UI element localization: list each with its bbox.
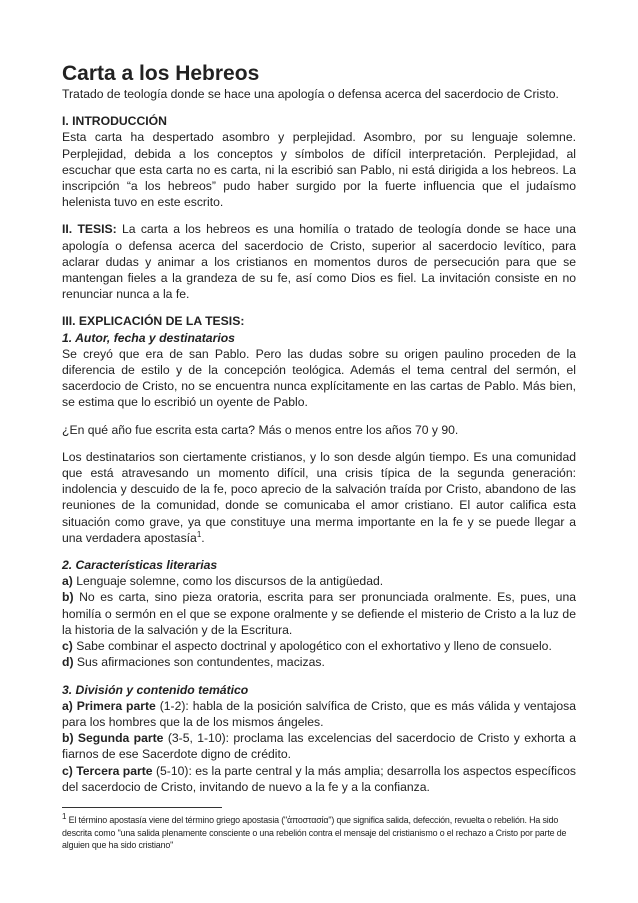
section-2-item-a	[62, 573, 576, 589]
section-3-item-b	[62, 730, 576, 762]
item-text: (5-10): es la parte central y la más amplia; desarrolla los aspectos específicos del sacerdocio de Cristo, invitando de nuevo a la fe y a la confianza.	[62, 763, 576, 794]
explicacion-heading: III. EXPLICACIÓN DE LA TESIS:	[62, 314, 245, 329]
section-2-item-b	[62, 589, 576, 638]
section-2-item-d	[62, 654, 576, 670]
section-1-paragraph-2: ¿En qué año fue escrita esta carta? Más o menos entre los años 70 y 90.	[62, 422, 459, 437]
item-text: (1-2): habla de la posición salvífica de Cristo, que es más válida y ventajosa para los hombres que la de los mismos ángeles.	[62, 698, 577, 729]
item-label: b) Segunda parte	[62, 731, 164, 746]
section-1-paragraph-3	[62, 449, 576, 546]
footnote-text: El término apostasía viene del término griego apostasia ("ἀποστασία") que significa salida, defección, revuelta o rebelión. Ha sido descrita como "una salida plenamente consciente o una rebelión contra el mensaje del cristianismo o el rechazo a Cristo por parte de alguien que ha sido cristiano"	[62, 814, 567, 851]
intro-paragraph: Esta carta ha despertado asombro y perplejidad. Asombro, por su lenguaje solemne. Perplejidad, debida a los conceptos y símbolos de difícil interpretación. Perplejidad, al escuchar que esta carta no es carta, ni la escribió san Pablo, ni está dirigida a los hebreos. La inscripción “a los hebreos” pudo haber surgido por la fuerte influencia que el judaísmo helenista tuvo en este escrito.	[62, 130, 576, 210]
item-label: a) Primera parte	[62, 698, 156, 713]
item-label: b)	[62, 590, 74, 605]
tesis-heading: II. TESIS:	[62, 222, 117, 237]
section-3-item-c	[62, 763, 576, 795]
section-1-paragraph-1: Se creyó que era de san Pablo. Pero las dudas sobre su origen paulino proceden de la diferencia de estilo y de la concepción teológica. Además el tema central del sermón, el sacerdocio de Cristo, no se encuentra nunca explícitamente en las cartas de Pablo. Más bien, se estima que lo escribió un oyente de Pablo.	[62, 346, 576, 410]
footnote-mark: 1	[62, 811, 67, 821]
item-label: c) Tercera parte	[62, 763, 153, 778]
item-label: a)	[62, 574, 73, 589]
item-text: Sabe combinar el aspecto doctrinal y apologético con el exhortativo y lleno de consuelo.	[72, 639, 552, 654]
item-label: c)	[62, 639, 73, 654]
tesis-text: La carta a los hebreos es una homilía o tratado de teología donde se hace una apología o defensa acerca del sacerdocio de Cristo, superior al sacerdocio levítico, para aclarar dudas y animar a los cristianos en momentos duros de persecución para que se mantengan fieles a la grandeza de su fe, así como Dios es fiel. La invitación consiste en no renunciar nunca a la fe.	[62, 222, 576, 302]
item-label: d)	[62, 655, 74, 670]
item-text: No es carta, sino pieza oratoria, escrita para ser pronunciada oralmente. Es, pues, una homilía o sermón en el que se expone oralmente y se defiende el misterio de Cristo a la luz de la historia de la salvación y de la Escritura.	[62, 590, 576, 637]
item-text: Sus afirmaciones son contundentes, macizas.	[73, 655, 325, 670]
section-1-heading: 1. Autor, fecha y destinatarios	[62, 330, 235, 345]
item-text: Lenguaje solemne, como los discursos de la antigüedad.	[72, 574, 384, 589]
footnote-divider	[62, 807, 222, 808]
section-3-item-a	[62, 698, 576, 730]
section-1-paragraph-3-text: Los destinatarios son ciertamente cristianos, y lo son desde algún tiempo. Es una comunidad que está atravesando un momento difícil, una crisis típica de la segunda generación: indolencia y descuido de la fe, poco aprecio de la salvación traída por Cristo, abandono de las reuniones de la comunidad, donde se comunicaba el amor cristiano. El autor califica esta situación como grave, ya que constituye una merma importante en la fe y se puede llegar a una verdadera apostasía	[62, 449, 576, 545]
section-1-paragraph-3-end: .	[201, 530, 205, 545]
section-2-item-c	[62, 638, 576, 654]
section-3-heading: 3. División y contenido temático	[62, 682, 249, 697]
intro-heading: I. INTRODUCCIÓN	[62, 114, 167, 129]
tesis-paragraph	[62, 221, 576, 302]
footnote	[62, 811, 576, 852]
section-2-heading: 2. Características literarias	[62, 558, 218, 573]
document-title: Carta a los Hebreos	[62, 62, 260, 85]
footnote-reference[interactable]: 1	[196, 529, 202, 539]
item-text: (3-5, 1-10): proclama las excelencias del sacerdocio de Cristo y exhorta a fiarnos de ese Sacerdote digno de crédito.	[62, 731, 576, 762]
document-subtitle: Tratado de teología donde se hace una apología o defensa acerca del sacerdocio de Cristo.	[62, 87, 559, 101]
